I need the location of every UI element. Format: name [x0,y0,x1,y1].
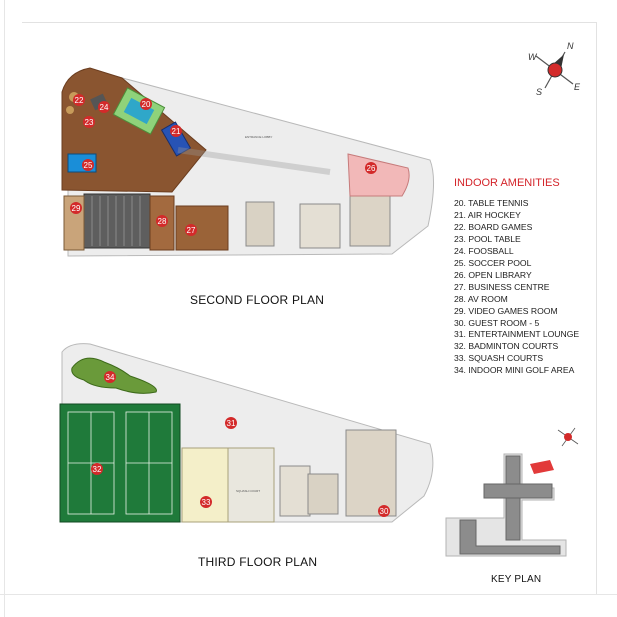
amenity-item: 31. ENTERTAINMENT LOUNGE [454,329,580,340]
svg-text:30: 30 [379,507,389,516]
marker-23 [83,116,95,128]
svg-text:23: 23 [84,118,94,127]
amenity-item: 20. TABLE TENNIS [454,198,529,208]
guest-rooms-block [350,196,390,246]
svg-text:33: 33 [201,498,211,507]
amenity-item: 32. BADMINTON COURTS [454,341,559,352]
marker-34 [104,371,116,383]
compass-n: N [567,41,574,51]
key-compass-icon [558,428,578,446]
svg-text:25: 25 [83,161,93,170]
second-floor-plan-caption: SECOND FLOOR PLAN [190,293,325,307]
svg-text:20: 20 [141,100,151,109]
amenity-item: 29. VIDEO GAMES ROOM [454,305,558,316]
svg-text:34: 34 [105,373,115,382]
svg-text:21: 21 [171,127,181,136]
indoor-amenities-title: INDOOR AMENITIES [454,177,560,189]
compass-icon [528,41,581,97]
third-floor-plan [60,344,433,522]
guest-rooms-block-third [346,430,396,516]
stair-core [300,204,340,248]
amenity-item: 23. POOL TABLE [454,233,521,244]
amenity-item: 25. SOCCER POOL [454,257,532,268]
svg-text:26: 26 [366,164,376,173]
marker-32 [91,463,103,475]
marker-28 [156,215,168,227]
indoor-amenities-list [454,198,579,377]
amenity-item: 33. SQUASH COURTS [454,353,544,364]
compass-e: E [574,82,581,92]
svg-text:22: 22 [74,96,84,105]
marker-29 [70,202,82,214]
squash-court-1 [182,448,228,522]
lift-core-third [308,474,338,514]
marker-24 [98,101,110,113]
key-plan-tower-horizontal [484,484,552,498]
board-games-table [66,106,74,114]
svg-text:27: 27 [186,226,196,235]
amenity-item: 26. OPEN LIBRARY [454,269,532,280]
marker-25 [82,159,94,171]
business-centre [176,206,228,250]
amenity-item: 30. GUEST ROOM - 5 [454,317,540,328]
key-plan [446,428,578,556]
squash-label: SQUASH COURT [236,489,261,493]
amenity-item: 21. AIR HOCKEY [454,209,521,220]
stair-core-third [280,466,310,516]
svg-text:28: 28 [157,217,167,226]
squash-court-2 [228,448,274,522]
amenity-item: 24. FOOSBALL [454,245,514,256]
marker-31 [225,417,237,429]
compass-s: S [536,87,543,97]
marker-21 [170,125,182,137]
marker-22 [73,94,85,106]
second-floor-plan [62,68,434,256]
marker-27 [185,224,197,236]
key-plan-caption: KEY PLAN [491,574,542,585]
amenity-item: 22. BOARD GAMES [454,221,533,232]
svg-text:24: 24 [99,103,109,112]
marker-20 [140,98,152,110]
lobby-label: ENTRANCE LOBBY [245,135,273,139]
amenity-item: 27. BUSINESS CENTRE [454,281,550,292]
third-floor-plan-caption: THIRD FLOOR PLAN [198,555,318,569]
marker-26 [365,162,377,174]
svg-text:32: 32 [92,465,102,474]
key-plan-highlight [530,460,554,474]
svg-text:29: 29 [71,204,81,213]
amenity-item: 34. INDOOR MINI GOLF AREA [454,365,575,376]
marker-30 [378,505,390,517]
svg-text:31: 31 [226,419,236,428]
lift-core [246,202,274,246]
marker-33 [200,496,212,508]
amenity-item: 28. AV ROOM [454,293,508,304]
compass-w: W [528,52,537,62]
